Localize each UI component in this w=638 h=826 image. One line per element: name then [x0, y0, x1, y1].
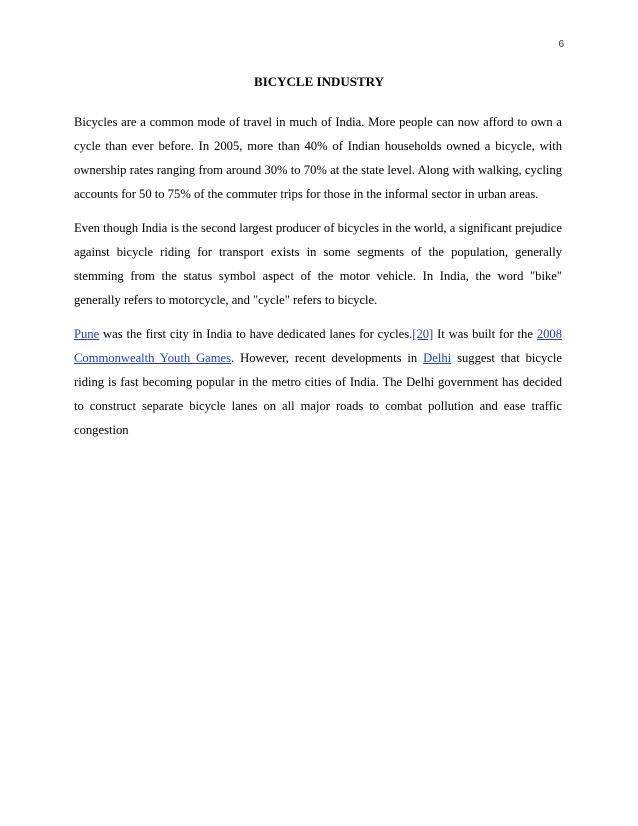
link-reference-20[interactable]: [20]: [412, 327, 434, 341]
paragraph-2: Even though India is the second largest producer of bicycles in the world, a significant prejudice against bicycle riding for transport exists in some segments of the population, generally stemming from the status symbol aspect of the motor vehicle. In India, the word "bike" generally refers to motorcycle, and "cycle" refers to bicycle.: [74, 221, 562, 307]
paragraph-3-text-3: . However, recent developments in: [231, 351, 424, 365]
paragraph-1: Bicycles are a common mode of travel in much of India. More people can now afford to own a cycle than ever before. In 2005, more than 40% of Indian households owned a bicycle, with ownership rates ranging from around 30% to 70% at the state level. Along with walking, cycling accounts for 50 to 75% of the commuter trips for those in the informal sector in urban areas.: [74, 115, 562, 201]
page-number: 6: [558, 39, 564, 50]
link-delhi[interactable]: Delhi: [423, 351, 452, 365]
paragraph-3-text-4: suggest that bicycle riding is fast becoming popular in the metro cities of India. The Delhi government has decided to construct separate bicycle lanes on all major roads to combat pollution and ease traffic congestion: [74, 351, 562, 437]
link-commonwealth-youth-games[interactable]: 2008 Commonwealth Youth Games: [74, 327, 562, 365]
paragraph-3-text-1: was the first city in India to have dedicated lanes for cycles.: [99, 327, 413, 341]
document-body: [74, 110, 562, 452]
link-pune[interactable]: Pune: [74, 327, 100, 341]
page-title: BICYCLE INDUSTRY: [254, 74, 384, 89]
paragraph-3-text-2: It was built for the: [433, 327, 537, 341]
paragraph-3: [74, 322, 562, 442]
